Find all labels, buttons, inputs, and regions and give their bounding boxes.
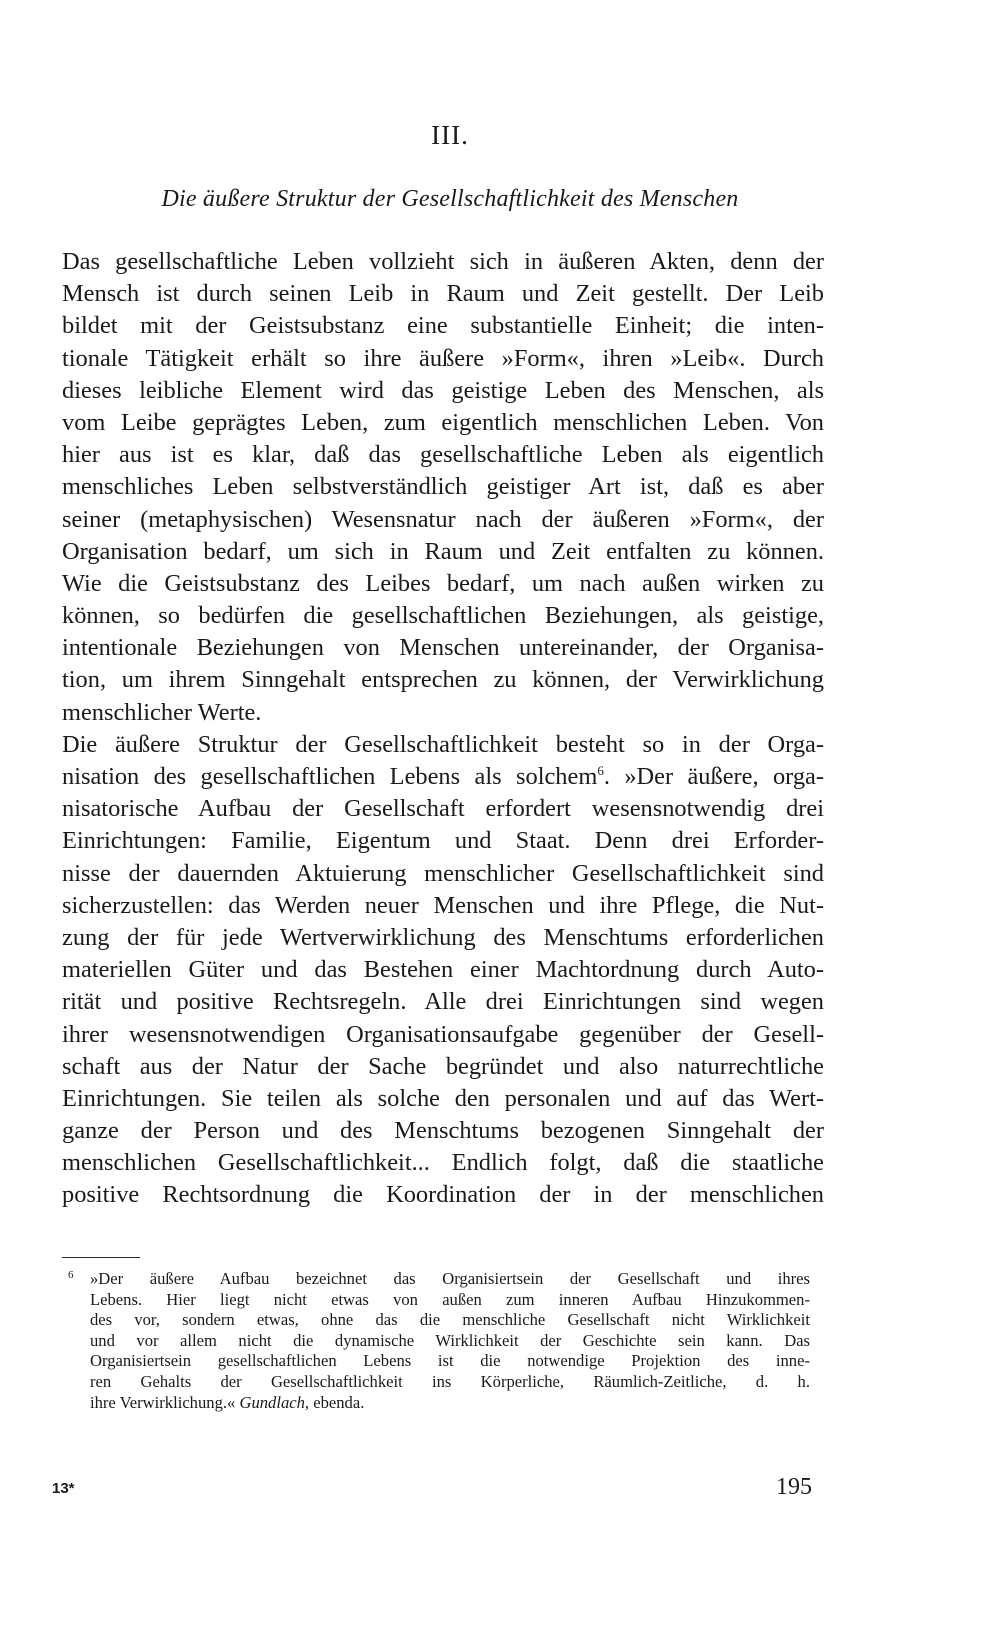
footnote-line: und vor allem nicht die dynamische Wirklichkeit der Geschichte sein kann. Das [90, 1330, 810, 1350]
footnote-line [64, 1393, 810, 1414]
body-line: vom Leibe geprägtes Leben, zum eigentlich menschlichen Leben. Von [62, 408, 824, 436]
body-line: Organisation bedarf, um sich in Raum und Zeit entfalten zu können. [62, 537, 824, 565]
page-number: 195 [776, 1474, 812, 1500]
body-line-with-note-ref [62, 761, 824, 793]
body-line: Die äußere Struktur der Gesellschaftlichkeit besteht so in der Orga- [62, 730, 824, 758]
body-line: rität und positive Rechtsregeln. Alle drei Einrichtungen sind wegen [62, 988, 824, 1016]
body-line: Wie die Geistsubstanz des Leibes bedarf, um nach außen wirken zu [62, 569, 824, 597]
body-line: dieses leibliche Element wird das geistige Leben des Menschen, als [62, 376, 824, 404]
body-line: nisse der dauernden Aktuierung menschlicher Gesellschaftlichkeit sind [62, 859, 824, 887]
body-line: seiner (metaphysischen) Wesensnatur nach der äußeren »Form«, der [62, 505, 824, 533]
footnote-line: des vor, sondern etwas, ohne das die menschliche Gesellschaft nicht Wirklichkeit [90, 1310, 810, 1330]
body-line: hier aus ist es klar, daß das gesellschaftliche Leben als eigentlich [62, 441, 824, 469]
footnote-marker: 6 [68, 1269, 74, 1281]
body-line: können, so bedürfen die gesellschaftlichen Beziehungen, als geistige, [62, 602, 824, 630]
body-line: intentionale Beziehungen von Menschen untereinander, der Organisa- [62, 634, 824, 662]
chapter-title: Die äußere Struktur der Gesellschaftlichkeit des Menschen [161, 186, 739, 212]
body-line: zung der für jede Wertverwirklichung des Menschtums erforderlichen [62, 923, 824, 951]
body-line: tion, um ihrem Sinngehalt entsprechen zu können, der Verwirklichung [62, 666, 824, 694]
body-line: menschlicher Werte. [62, 698, 262, 726]
body-line: Das gesellschaftliche Leben vollzieht sich in äußeren Akten, denn der [62, 248, 824, 275]
body-line: ganze der Person und des Menschtums bezogenen Sinngehalt der [62, 1117, 824, 1145]
body-line: Einrichtungen. Sie teilen als solche den personalen und auf das Wert- [62, 1084, 824, 1112]
footnote-line: Lebens. Hier liegt nicht etwas von außen zum inneren Aufbau Hinzukommen- [90, 1289, 810, 1309]
body-line: tionale Tätigkeit erhält so ihre äußere »Form«, ihren »Leib«. Durch [62, 344, 824, 372]
body-line: Einrichtungen: Familie, Eigentum und Staat. Denn drei Erforder- [62, 827, 824, 855]
chapter-number: III. [431, 120, 469, 150]
body-line: menschliches Leben selbstverständlich geistiger Art ist, daß es aber [62, 473, 824, 501]
footnote-line [64, 1269, 810, 1290]
body-line-end: . »Der äußere, orga- [603, 763, 824, 790]
body-line: positive Rechtsordnung die Koordination der in der menschlichen [62, 1181, 824, 1209]
footnote-line: Organisiertsein gesellschaftlichen Lebens ist die notwendige Projektion des inne- [90, 1351, 810, 1371]
body-line: materiellen Güter und das Bestehen einer Machtordnung durch Auto- [62, 956, 824, 984]
body-line: schaft aus der Natur der Sache begründet und also naturrechtliche [62, 1052, 824, 1080]
footnote-reference[interactable]: 6 [597, 763, 604, 778]
footnote-divider [62, 1257, 140, 1258]
body-line: sicherzustellen: das Werden neuer Menschen und ihre Pflege, die Nut- [62, 891, 824, 919]
body-line-start: nisation des gesellschaftlichen Lebens als solchem [62, 763, 598, 790]
body-line: nisatorische Aufbau der Gesellschaft erfordert wesensnotwendig drei [62, 795, 824, 823]
body-line: ihrer wesensnotwendigen Organisationsaufgabe gegenüber der Gesell- [62, 1020, 824, 1048]
body-text [62, 246, 824, 1212]
footnote-text: , ebenda. [304, 1392, 365, 1412]
footnote-block [64, 1269, 810, 1413]
footnote-text: ihre Verwirklichung.« [90, 1392, 240, 1412]
body-line: bildet mit der Geistsubstanz eine substantielle Einheit; die inten- [62, 312, 824, 340]
footnote-text: »Der äußere Aufbau bezeichnet das Organisiertsein der Gesellschaft und ihres [90, 1269, 810, 1288]
footnote-line: ren Gehalts der Gesellschaftlichkeit ins Körperliche, Räumlich-Zeitliche, d. h. [90, 1371, 810, 1391]
printer-signature: 13* [52, 1480, 75, 1497]
body-line: menschlichen Gesellschaftlichkeit... Endlich folgt, daß die staatliche [62, 1149, 824, 1177]
footnote-author: Gundlach [239, 1392, 305, 1412]
body-line: Mensch ist durch seinen Leib in Raum und Zeit gestellt. Der Leib [62, 280, 824, 308]
